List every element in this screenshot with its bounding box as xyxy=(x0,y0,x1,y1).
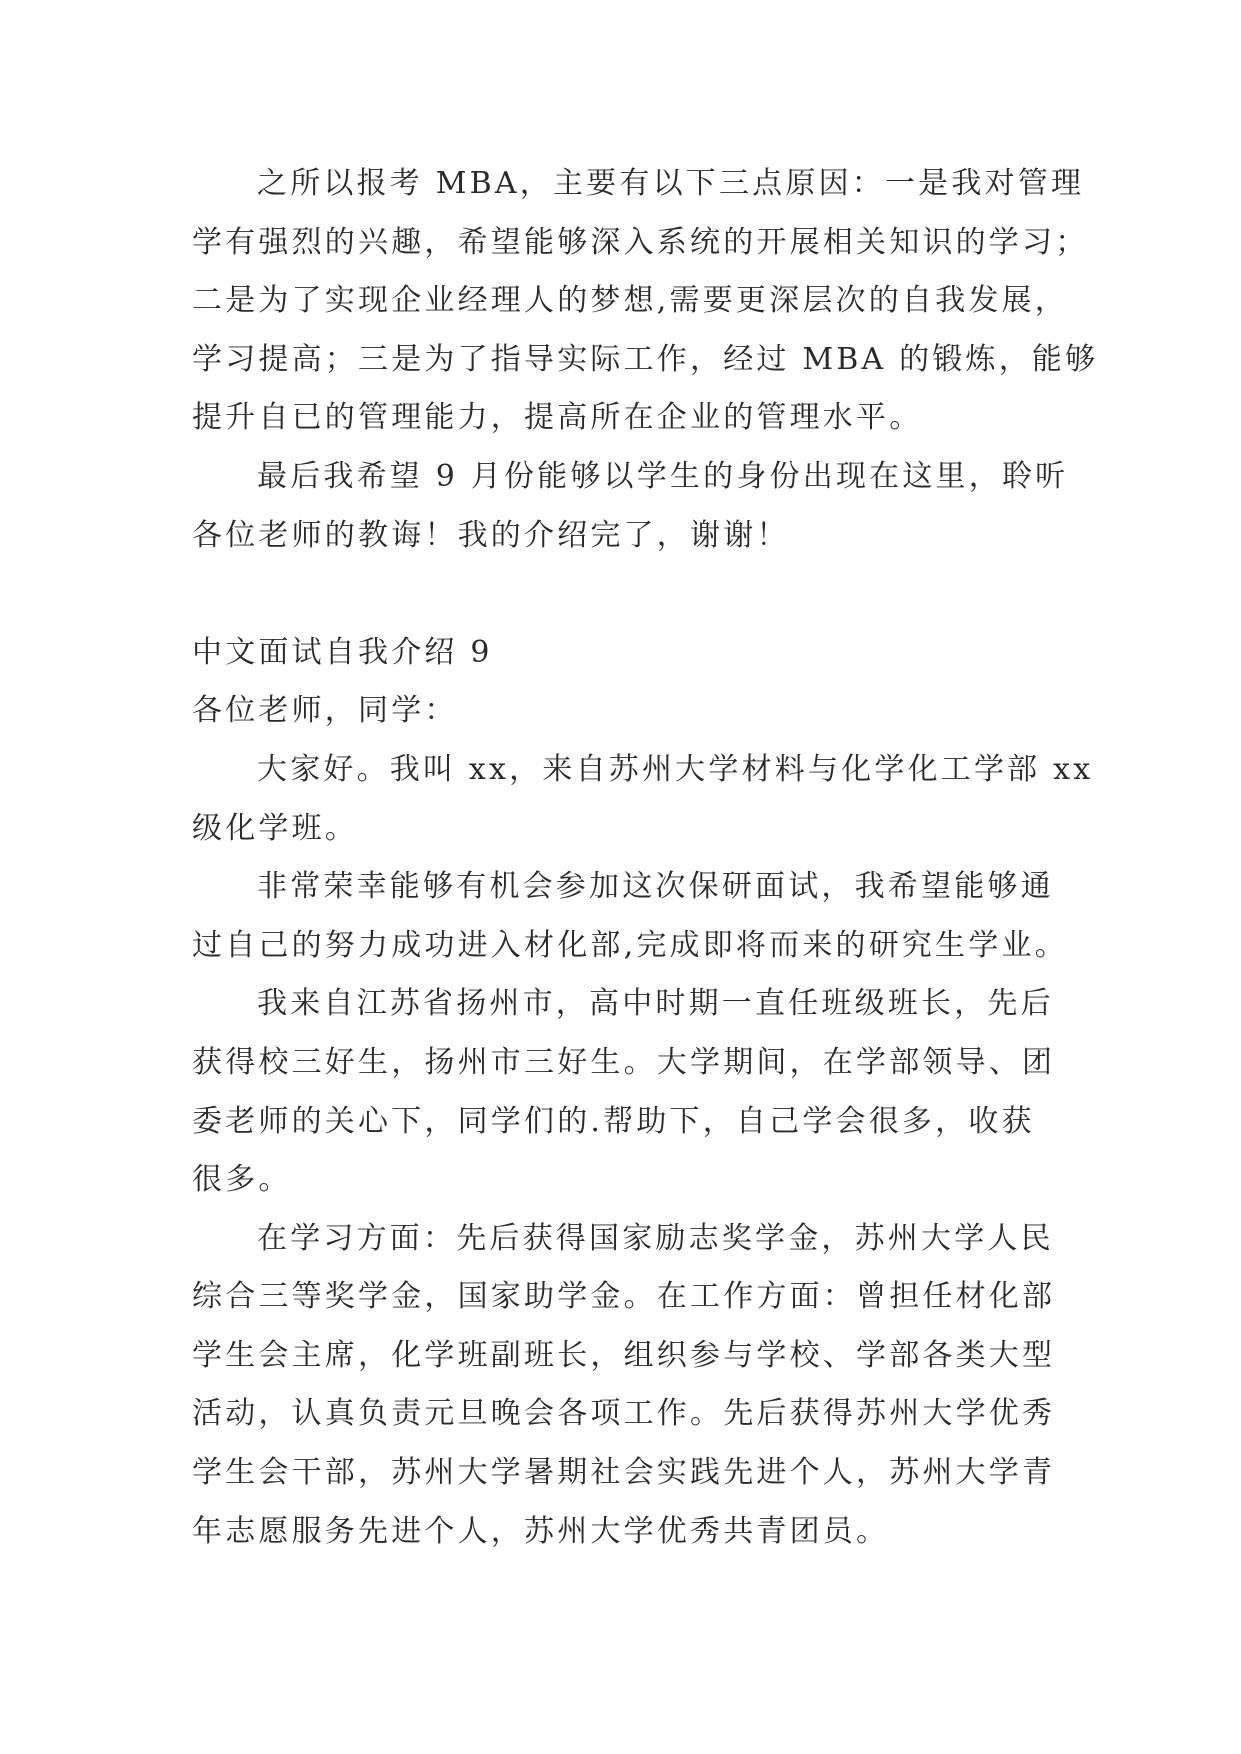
text-line: 我来自江苏省扬州市，高中时期一直任班级班长，先后 xyxy=(257,986,1054,1022)
text-line: 学习提高；三是为了指导实际工作，经过 MBA 的锻炼，能够 xyxy=(192,341,1099,377)
text-line: 学生会主席，化学班副班长，组织参与学校、学部各类大型 xyxy=(192,1337,1056,1373)
document-body xyxy=(192,155,1102,1561)
paragraph-achievements xyxy=(192,1210,1102,1562)
text-line: 学生会干部，苏州大学暑期社会实践先进个人，苏州大学青 xyxy=(192,1455,1056,1491)
paragraph-mba-reasons xyxy=(192,155,1102,448)
paragraph-greeting xyxy=(192,741,1102,858)
text-line: 学有强烈的兴趣，希望能够深入系统的开展相关知识的学习； xyxy=(192,224,1089,260)
section-title: 中文面试自我介绍 9 xyxy=(192,634,493,670)
paragraph-closing xyxy=(192,448,1102,565)
paragraph-background xyxy=(192,975,1102,1209)
text-line: 大家好。我叫 xx，来自苏州大学材料与化学化工学部 xx xyxy=(257,751,1094,787)
text-line: 之所以报考 MBA，主要有以下三点原因：一是我对管理 xyxy=(257,166,1085,201)
salutation: 各位老师，同学： xyxy=(192,693,458,729)
text-line: 二是为了实现企业经理人的梦想,需要更深层次的自我发展， xyxy=(192,283,1068,319)
text-line: 最后我希望 9 月份能够以学生的身份出现在这里，聆听 xyxy=(257,458,1069,494)
text-line: 综合三等奖学金，国家助学金。在工作方面：曾担任材化部 xyxy=(192,1279,1056,1315)
text-line: 级化学班。 xyxy=(192,810,358,846)
text-line: 各位老师的教诲！我的介绍完了，谢谢！ xyxy=(192,517,790,553)
text-line: 获得校三好生，扬州市三好生。大学期间，在学部领导、团 xyxy=(192,1044,1056,1080)
text-line: 活动，认真负责元旦晚会各项工作。先后获得苏州大学优秀 xyxy=(192,1396,1056,1432)
blank-line xyxy=(192,565,1102,624)
text-line: 年志愿服务先进个人，苏州大学优秀共青团员。 xyxy=(192,1513,890,1549)
text-line: 委老师的关心下，同学们的.帮助下，自己学会很多，收获 xyxy=(192,1103,1035,1139)
text-line: 很多。 xyxy=(192,1162,292,1198)
text-line: 过自己的努力成功进入材化部,完成即将而来的研究生学业。 xyxy=(192,927,1068,963)
text-line: 非常荣幸能够有机会参加这次保研面试，我希望能够通 xyxy=(257,869,1054,905)
text-line: 提升自已的管理能力，提高所在企业的管理水平。 xyxy=(192,400,923,436)
paragraph-opportunity xyxy=(192,858,1102,975)
text-line: 在学习方面：先后获得国家励志奖学金，苏州大学人民 xyxy=(257,1220,1054,1256)
